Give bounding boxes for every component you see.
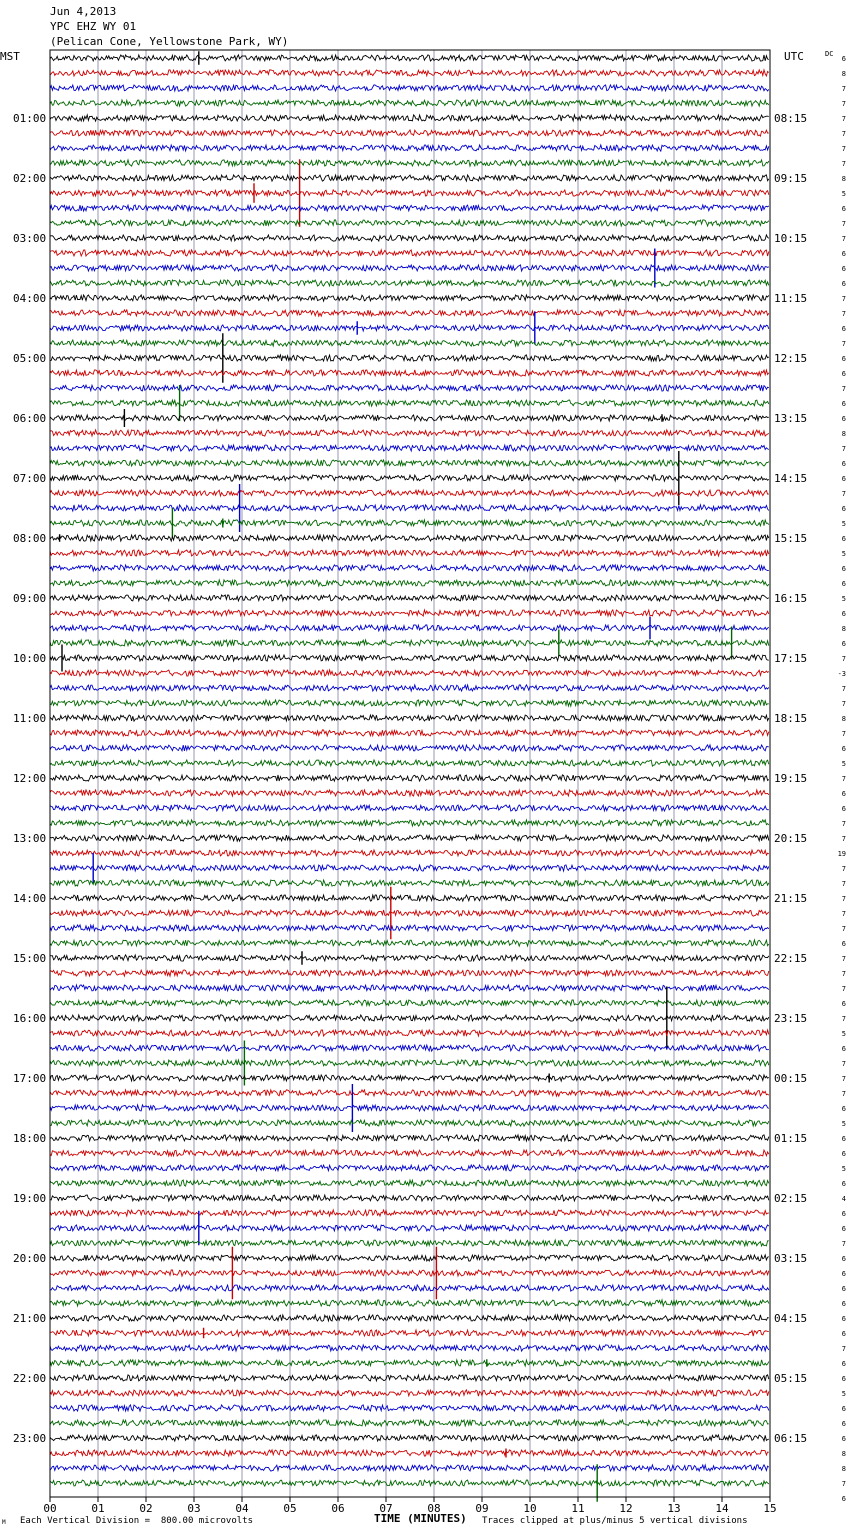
trace-row (50, 325, 769, 331)
trace-row (50, 415, 769, 421)
dc-offset-value: 6 (841, 205, 846, 213)
trace-row (50, 115, 769, 121)
dc-offset-value: 5 (841, 1120, 846, 1128)
trace-row (50, 400, 769, 406)
trace-row (50, 1285, 769, 1291)
dc-offset-value: 6 (841, 535, 846, 543)
dc-offset-value: 8 (841, 625, 846, 633)
left-timezone-label: MST (0, 50, 20, 63)
utc-hour-label: 08:15 (774, 112, 808, 125)
x-tick-label: 11 (571, 1502, 585, 1515)
trace-row (50, 940, 769, 946)
dc-offset-value: 7 (841, 1015, 846, 1023)
utc-hour-label: 03:15 (774, 1252, 808, 1265)
dc-offset-value: 6 (841, 280, 846, 288)
mst-hour-label: 16:00 (13, 1012, 47, 1025)
dc-offset-value: 6 (841, 475, 846, 483)
mst-hour-label: 11:00 (13, 712, 47, 725)
x-tick-label: 10 (523, 1502, 537, 1515)
trace-row (50, 220, 769, 226)
x-tick-label: 05 (283, 1502, 297, 1515)
mst-hour-label: 17:00 (13, 1072, 47, 1085)
axes-labels (13, 55, 846, 1515)
trace-row (50, 355, 769, 361)
dc-offset-value: 6 (841, 1225, 846, 1233)
seismic-traces (50, 51, 769, 1502)
utc-hour-label: 20:15 (774, 832, 808, 845)
utc-hour-label: 02:15 (774, 1192, 808, 1205)
trace-row (50, 175, 769, 181)
dc-offset-value: 6 (841, 325, 846, 333)
trace-row (50, 625, 769, 631)
trace-row (50, 250, 769, 256)
dc-offset-value: 7 (841, 1480, 846, 1488)
trace-row (50, 1000, 769, 1006)
dc-offset-value: 6 (841, 1315, 846, 1323)
mst-hour-label: 15:00 (13, 952, 47, 965)
mst-hour-label: 01:00 (13, 112, 47, 125)
dc-offset-value: 5 (841, 595, 846, 603)
mst-hour-label: 03:00 (13, 232, 47, 245)
utc-hour-label: 13:15 (774, 412, 808, 425)
trace-row (50, 910, 769, 916)
mst-hour-label: 18:00 (13, 1132, 47, 1145)
trace-row (50, 1060, 769, 1066)
trace-row (50, 1330, 769, 1336)
trace-row (50, 1030, 769, 1036)
x-tick-label: 09 (475, 1502, 489, 1515)
trace-row (50, 1345, 769, 1351)
x-tick-label: 15 (763, 1502, 777, 1515)
vertical-division-note: Each Vertical Division = 800.00 microvolts (20, 1516, 253, 1526)
trace-row (50, 385, 769, 391)
trace-row (50, 1090, 769, 1096)
dc-offset-value: 7 (841, 85, 846, 93)
dc-offset-value: 7 (841, 235, 846, 243)
dc-offset-value: 5 (841, 1030, 846, 1038)
mst-hour-label: 06:00 (13, 412, 47, 425)
utc-hour-label: 04:15 (774, 1312, 808, 1325)
trace-row (50, 310, 769, 316)
trace-row (50, 715, 769, 721)
trace-row (50, 295, 769, 301)
x-tick-label: 12 (619, 1502, 633, 1515)
dc-offset-value: 6 (841, 1375, 846, 1383)
dc-offset-value: 7 (841, 130, 846, 138)
trace-row (50, 880, 769, 886)
dc-offset-value: 7 (841, 145, 846, 153)
x-tick-label: 13 (667, 1502, 681, 1515)
dc-offset-value: 7 (841, 385, 846, 393)
x-tick-label: 08 (427, 1502, 441, 1515)
dc-offset-value: 7 (841, 925, 846, 933)
trace-row (50, 520, 769, 526)
utc-hour-label: 09:15 (774, 172, 808, 185)
x-tick-label: 03 (187, 1502, 201, 1515)
trace-row (50, 1180, 769, 1186)
utc-hour-label: 12:15 (774, 352, 808, 365)
trace-row (50, 790, 769, 796)
trace-row (50, 535, 769, 541)
dc-header-label: DC (825, 50, 834, 58)
dc-offset-value: 7 (841, 730, 846, 738)
trace-row (50, 1195, 769, 1201)
trace-row (50, 955, 769, 961)
dc-offset-value: 19 (837, 850, 846, 858)
dc-offset-value: 6 (841, 1300, 846, 1308)
dc-offset-value: 7 (841, 955, 846, 963)
utc-hour-label: 22:15 (774, 952, 808, 965)
dc-offset-value: 6 (841, 505, 846, 513)
dc-offset-value: 6 (841, 1210, 846, 1218)
mst-hour-label: 02:00 (13, 172, 47, 185)
dc-offset-value: 7 (841, 295, 846, 303)
dc-offset-value: 7 (841, 985, 846, 993)
trace-row (50, 1315, 769, 1321)
dc-offset-value: 6 (841, 1360, 846, 1368)
utc-hour-label: 21:15 (774, 892, 808, 905)
dc-offset-value: 6 (841, 1180, 846, 1188)
x-tick-label: 14 (715, 1502, 729, 1515)
mst-hour-label: 13:00 (13, 832, 47, 845)
dc-offset-value: 6 (841, 1420, 846, 1428)
dc-offset-value: 8 (841, 1450, 846, 1458)
dc-offset-value: 7 (841, 1090, 846, 1098)
trace-row (50, 145, 769, 151)
dc-offset-value: 7 (841, 445, 846, 453)
trace-row (50, 805, 769, 811)
trace-row (50, 340, 769, 346)
trace-row (50, 820, 769, 826)
dc-offset-value: 8 (841, 175, 846, 183)
trace-row (50, 1165, 769, 1171)
utc-hour-label: 14:15 (774, 472, 808, 485)
dc-offset-value: 6 (841, 790, 846, 798)
trace-row (50, 235, 769, 241)
trace-row (50, 1255, 769, 1261)
dc-offset-value: 7 (841, 1060, 846, 1068)
location-label: (Pelican Cone, Yellowstone Park, WY) (50, 35, 289, 48)
trace-row (50, 730, 769, 736)
mst-hour-label: 22:00 (13, 1372, 47, 1385)
trace-row (50, 1270, 769, 1276)
dc-offset-value: 6 (841, 610, 846, 618)
dc-offset-value: 6 (841, 1405, 846, 1413)
mst-hour-label: 07:00 (13, 472, 47, 485)
trace-row (50, 1420, 769, 1426)
dc-offset-value: 7 (841, 910, 846, 918)
dc-offset-value: 6 (841, 265, 846, 273)
dc-offset-value: 6 (841, 370, 846, 378)
trace-row (50, 670, 769, 676)
utc-hour-label: 11:15 (774, 292, 808, 305)
dc-offset-value: 6 (841, 1270, 846, 1278)
trace-row (50, 700, 769, 706)
dc-offset-value: 6 (841, 745, 846, 753)
trace-row (50, 430, 769, 436)
trace-row (50, 85, 769, 91)
dc-offset-value: 7 (841, 685, 846, 693)
trace-row (50, 850, 769, 856)
mst-hour-label: 05:00 (13, 352, 47, 365)
trace-row (50, 505, 769, 511)
utc-hour-label: 17:15 (774, 652, 808, 665)
trace-row (50, 1405, 769, 1411)
x-tick-label: 02 (139, 1502, 153, 1515)
clip-note: Traces clipped at plus/minus 5 vertical divisions (482, 1516, 748, 1526)
dc-offset-value: 7 (841, 490, 846, 498)
dc-offset-value: -3 (837, 670, 846, 678)
utc-hour-label: 01:15 (774, 1132, 808, 1145)
trace-row (50, 685, 769, 691)
trace-row (50, 565, 769, 571)
trace-row (50, 190, 769, 196)
dc-offset-value: 6 (841, 565, 846, 573)
dc-offset-value: 6 (841, 1495, 846, 1503)
dc-offset-value: 6 (841, 1000, 846, 1008)
utc-hour-label: 16:15 (774, 592, 808, 605)
dc-offset-value: 7 (841, 220, 846, 228)
utc-hour-label: 05:15 (774, 1372, 808, 1385)
trace-row (50, 1105, 769, 1111)
trace-row (50, 1450, 769, 1456)
dc-offset-value: 6 (841, 355, 846, 363)
trace-row (50, 490, 769, 496)
dc-offset-value: 5 (841, 1165, 846, 1173)
mst-hour-label: 04:00 (13, 292, 47, 305)
trace-row (50, 55, 769, 61)
x-tick-label: 04 (235, 1502, 249, 1515)
trace-row (50, 1360, 769, 1366)
trace-row (50, 1075, 769, 1081)
dc-offset-value: 6 (841, 580, 846, 588)
mst-hour-label: 23:00 (13, 1432, 47, 1445)
dc-offset-value: 7 (841, 1345, 846, 1353)
dc-offset-value: 6 (841, 250, 846, 258)
trace-row (50, 445, 769, 451)
dc-offset-value: 6 (841, 1105, 846, 1113)
trace-row (50, 925, 769, 931)
trace-row (50, 1045, 769, 1051)
utc-hour-label: 06:15 (774, 1432, 808, 1445)
dc-offset-value: 8 (841, 715, 846, 723)
dc-offset-value: 8 (841, 70, 846, 78)
dc-offset-value: 8 (841, 430, 846, 438)
utc-hour-label: 18:15 (774, 712, 808, 725)
trace-row (50, 1465, 769, 1471)
trace-row (50, 970, 769, 976)
trace-row (50, 550, 769, 556)
dc-offset-value: 7 (841, 310, 846, 318)
x-tick-label: 06 (331, 1502, 345, 1515)
utc-hour-label: 23:15 (774, 1012, 808, 1025)
trace-row (50, 160, 769, 166)
dc-offset-value: 7 (841, 895, 846, 903)
dc-offset-value: 7 (841, 700, 846, 708)
mst-hour-label: 19:00 (13, 1192, 47, 1205)
utc-hour-label: 00:15 (774, 1072, 808, 1085)
trace-row (50, 655, 769, 661)
dc-offset-value: 6 (841, 1285, 846, 1293)
trace-row (50, 475, 769, 481)
trace-row (50, 580, 769, 586)
trace-row (50, 460, 769, 466)
dc-offset-value: 7 (841, 820, 846, 828)
utc-hour-label: 10:15 (774, 232, 808, 245)
trace-row (50, 70, 769, 76)
dc-offset-value: 7 (841, 340, 846, 348)
dc-offset-value: 5 (841, 550, 846, 558)
x-tick-label: 07 (379, 1502, 393, 1515)
dc-offset-value: 6 (841, 940, 846, 948)
dc-offset-value: 7 (841, 1075, 846, 1083)
trace-row (50, 265, 769, 271)
dc-offset-value: 6 (841, 1150, 846, 1158)
dc-offset-value: 5 (841, 520, 846, 528)
trace-row (50, 1300, 769, 1306)
trace-row (50, 1225, 769, 1231)
mst-hour-label: 20:00 (13, 1252, 47, 1265)
trace-row (50, 775, 769, 781)
mst-hour-label: 08:00 (13, 532, 47, 545)
trace-row (50, 280, 769, 286)
trace-row (50, 1435, 769, 1441)
date-label: Jun 4,2013 (50, 5, 117, 18)
dc-offset-value: 6 (841, 415, 846, 423)
trace-row (50, 760, 769, 766)
trace-row (50, 205, 769, 211)
dc-offset-value: 6 (841, 460, 846, 468)
mst-hour-label: 09:00 (13, 592, 47, 605)
dc-offset-value: 5 (841, 760, 846, 768)
dc-offset-value: 6 (841, 1330, 846, 1338)
dc-offset-value: 7 (841, 100, 846, 108)
mst-hour-label: 14:00 (13, 892, 47, 905)
dc-offset-value: 8 (841, 1465, 846, 1473)
mst-hour-label: 10:00 (13, 652, 47, 665)
dc-offset-value: 4 (841, 1195, 846, 1203)
dc-offset-value: 7 (841, 970, 846, 978)
dc-offset-value: 6 (841, 805, 846, 813)
dc-offset-value: 6 (841, 55, 846, 63)
trace-row (50, 835, 769, 841)
trace-row (50, 1135, 769, 1141)
trace-row (50, 865, 769, 871)
dc-offset-value: 7 (841, 880, 846, 888)
mst-hour-label: 21:00 (13, 1312, 47, 1325)
dc-offset-value: 6 (841, 1255, 846, 1263)
trace-row (50, 130, 769, 136)
trace-row (50, 1015, 769, 1021)
dc-offset-value: 7 (841, 160, 846, 168)
right-timezone-label: UTC (784, 50, 804, 63)
utc-hour-label: 15:15 (774, 532, 808, 545)
trace-row (50, 640, 769, 646)
trace-row (50, 1375, 769, 1381)
trace-row (50, 1240, 769, 1246)
trace-row (50, 745, 769, 751)
x-axis-title: TIME (MINUTES) (374, 1512, 467, 1525)
x-tick-label: 01 (91, 1502, 105, 1515)
trace-row (50, 1120, 769, 1126)
dc-offset-value: 5 (841, 190, 846, 198)
dc-offset-value: 7 (841, 835, 846, 843)
trace-row (50, 595, 769, 601)
corner-mark: M (2, 1519, 6, 1526)
trace-row (50, 1390, 769, 1396)
dc-offset-value: 7 (841, 775, 846, 783)
dc-offset-value: 7 (841, 1240, 846, 1248)
trace-row (50, 370, 769, 376)
dc-offset-value: 6 (841, 1435, 846, 1443)
mst-hour-label: 12:00 (13, 772, 47, 785)
trace-row (50, 100, 769, 106)
dc-offset-value: 6 (841, 1045, 846, 1053)
dc-offset-value: 5 (841, 1390, 846, 1398)
trace-row (50, 1150, 769, 1156)
trace-row (50, 610, 769, 616)
dc-offset-value: 7 (841, 115, 846, 123)
station-label: YPC EHZ WY 01 (50, 20, 137, 33)
trace-row (50, 895, 769, 901)
trace-row (50, 985, 769, 991)
dc-offset-value: 6 (841, 640, 846, 648)
x-tick-label: 00 (43, 1502, 57, 1515)
dc-offset-value: 6 (841, 1135, 846, 1143)
trace-row (50, 1210, 769, 1216)
trace-row (50, 1480, 769, 1486)
utc-hour-label: 19:15 (774, 772, 808, 785)
dc-offset-value: 7 (841, 865, 846, 873)
dc-offset-value: 7 (841, 655, 846, 663)
dc-offset-value: 6 (841, 400, 846, 408)
